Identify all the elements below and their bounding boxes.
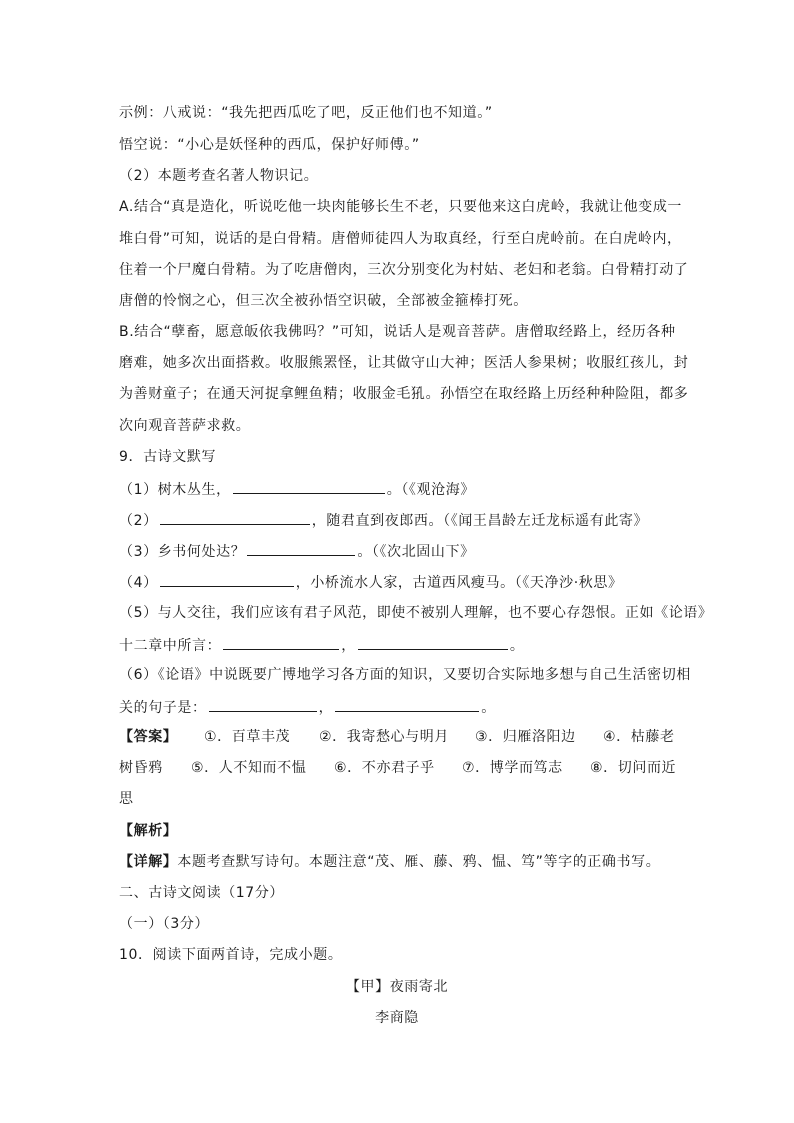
q5-prefix: 十二章中所言：	[119, 638, 222, 654]
analysis-label: 【解析】	[119, 823, 178, 839]
q3-suffix: 。（《次北固山下》	[357, 544, 475, 560]
q3-prefix: （3）乡书何处达？	[119, 544, 246, 560]
answer-3: ③．归雁洛阳边	[475, 729, 576, 745]
question-9-5-line-2	[119, 634, 524, 656]
q4-prefix: （4）	[119, 575, 158, 591]
example-bajie-line: 示例：八戒说：“我先把西瓜吃了吧，反正他们也不知道。”	[119, 105, 493, 121]
q6-prefix: 关的句子是：	[119, 700, 207, 716]
paragraph-b-line-2: 磨难，她多次出面搭救。收服熊罴怪，让其做守山大神；医活人参果树；收服红孩儿，封	[119, 355, 689, 371]
question-10-heading: 10．阅读下面两首诗，完成小题。	[119, 947, 343, 963]
q4-blank	[160, 571, 294, 587]
question-9-4	[119, 571, 623, 593]
answer-1: ①．百草丰茂	[204, 729, 291, 745]
paragraph-b-line-1: B.结合“孽畜，愿意皈依我佛吗？”可知，说话人是观音菩萨。唐僧取经路上，经历各种	[119, 324, 676, 340]
answer-7: ⑦．博学而笃志	[462, 760, 563, 776]
question-9-2	[119, 509, 648, 531]
question-9-6-line-1: （6）《论语》中说既要广博地学习各方面的知识，又要切合实际地多想与自己生活密切相	[119, 667, 691, 683]
detail-label: 【详解】	[119, 854, 178, 870]
q2-blank	[160, 509, 310, 525]
example-wukong-line: 悟空说：“小心是妖怪种的西瓜，保护好师傅。”	[119, 137, 420, 153]
paragraph-b-line-4: 次向观音菩萨求救。	[119, 418, 251, 434]
q3-blank	[247, 540, 355, 556]
q2-suffix: ，随君直到夜郎西。（《闻王昌龄左迁龙标遥有此寄》	[311, 513, 649, 529]
question-9-5-line-1: （5）与人交往，我们应该有君子风范，即使不被别人理解，也不要心存怨恨。正如《论语》	[119, 605, 713, 621]
paragraph-a-line-4: 唐僧的怜悯之心，但三次全被孙悟空识破，全部被金箍棒打死。	[119, 293, 528, 309]
section-2-part-1: （一）（3分）	[119, 916, 210, 932]
poem-title: 【甲】夜雨寄北	[345, 979, 449, 995]
answer-8: ⑧．切问而近	[590, 760, 677, 776]
poem-author: 李商隐	[375, 1010, 419, 1026]
question-9-6-line-2	[119, 696, 496, 718]
q5-comma: ，	[341, 638, 356, 654]
q1-suffix: 。（《观沧海》	[386, 482, 475, 498]
q5-blank-2	[358, 634, 508, 650]
q1-blank	[233, 478, 385, 494]
answer-2: ②．我寄愁心与明月	[319, 729, 449, 745]
paragraph-b-line-3: 为善财童子；在通天河捉拿鲤鱼精；收服金毛犼。孙悟空在取经路上历经种种险阻，都多	[119, 386, 689, 402]
q4-suffix: ，小桥流水人家，古道西风瘦马。（《天净沙·秋思》	[295, 575, 623, 591]
q6-blank-2	[335, 696, 479, 712]
item-2-heading: （2）本题考查名著人物识记。	[119, 168, 319, 184]
q6-end: 。	[481, 700, 496, 716]
answer-label: 【答案】	[119, 729, 178, 745]
q5-blank-1	[223, 634, 339, 650]
paragraph-a-line-1: A.结合“真是造化，听说吃他一块肉能够长生不老，只要他来这白虎岭，我就让他变成一	[119, 199, 683, 215]
question-9-3	[119, 540, 475, 562]
detail-text: 本题考查默写诗句。本题注意“茂、雁、藤、鸦、愠、笃”等字的正确书写。	[177, 854, 661, 870]
section-2-heading: 二、古诗文阅读（17分）	[119, 885, 285, 901]
detail-line	[119, 852, 660, 872]
answer-8-cont: 思	[119, 791, 134, 807]
answer-4: ④．枯藤老	[603, 729, 675, 745]
paragraph-a-line-2: 堆白骨”可知，说话的是白骨精。唐僧师徒四人为取真经，行至白虎岭前。在白虎岭内，	[119, 231, 682, 247]
question-9-1	[119, 478, 475, 500]
q1-prefix: （1）树木丛生，	[119, 482, 231, 498]
question-9-heading: 9．古诗文默写	[119, 449, 217, 465]
q2-prefix: （2）	[119, 513, 158, 529]
q6-comma: ，	[318, 700, 334, 716]
paragraph-a-line-3: 住着一个尸魔白骨精。为了吃唐僧肉，三次分别变化为村姑、老妇和老翁。白骨精打动了	[119, 262, 689, 278]
q5-end: 。	[509, 638, 525, 654]
answer-5: ⑤．人不知而不愠	[191, 760, 307, 776]
answer-4-cont: 树昏鸦	[119, 760, 163, 776]
q6-blank-1	[209, 696, 317, 712]
answer-6: ⑥．不亦君子乎	[334, 760, 435, 776]
